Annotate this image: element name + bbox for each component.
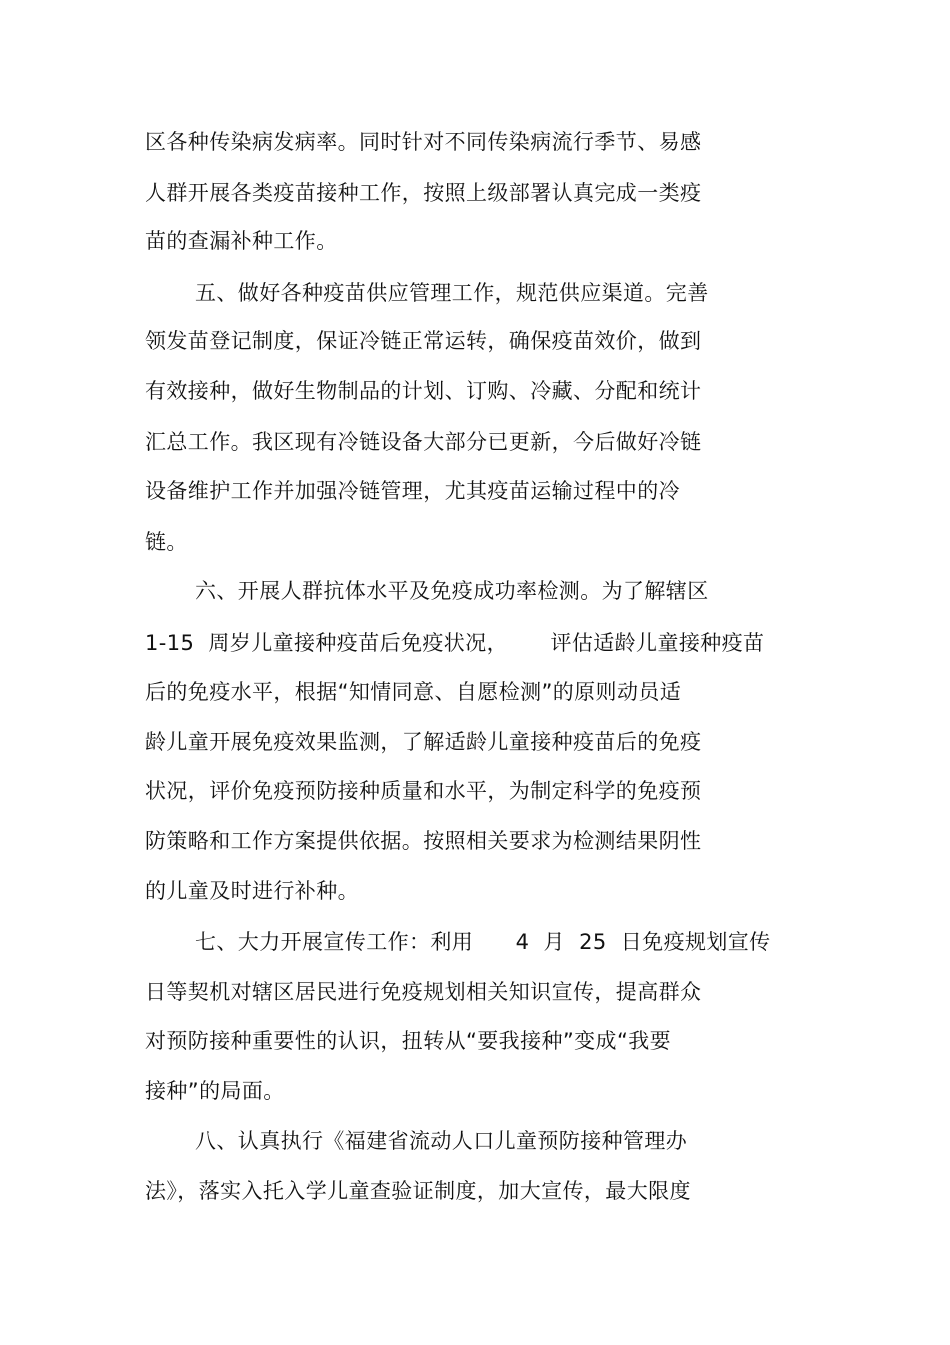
- paragraph-5-line-4: 汇总工作。我区现有冷链设备大部分已更新，今后做好冷链: [145, 430, 702, 454]
- paragraph-8-line-1: 八、认真执行《福建省流动人口儿童预防接种管理办: [195, 1129, 688, 1153]
- paragraph-6-line-4: 龄儿童开展免疫效果监测，了解适龄儿童接种疫苗后的免疫: [145, 730, 702, 754]
- paragraph-5-line-2: 领发苗登记制度，保证冷链正常运转，确保疫苗效价，做到: [145, 329, 702, 353]
- paragraph-6-line-1: 六、开展人群抗体水平及免疫成功率检测。为了解辖区: [195, 579, 709, 603]
- paragraph-5-line-1: 五、做好各种疫苗供应管理工作，规范供应渠道。完善: [195, 281, 709, 305]
- paragraph-5-line-3: 有效接种，做好生物制品的计划、订购、冷藏、分配和统计: [145, 379, 702, 403]
- text-line-3: 苗的查漏补种工作。: [145, 229, 338, 253]
- paragraph-6-line-7: 的儿童及时进行补种。: [145, 879, 359, 903]
- paragraph-8-line-2: 法》，落实入托入学儿童查验证制度，加大宣传，最大限度: [145, 1179, 691, 1203]
- paragraph-5-line-5: 设备维护工作并加强冷链管理，尤其疫苗运输过程中的冷: [145, 479, 680, 503]
- paragraph-7-line-3: 对预防接种重要性的认识，扭转从“要我接种”变成“我要: [145, 1029, 672, 1053]
- paragraph-5-line-6: 链。: [145, 530, 188, 554]
- paragraph-6-line-5: 状况，评价免疫预防接种质量和水平，为制定科学的免疫预: [145, 779, 702, 803]
- paragraph-6-line-2: 1-15 周岁儿童接种疫苗后免疫状况， 评估适龄儿童接种疫苗: [145, 631, 765, 655]
- text-line-2: 人群开展各类疫苗接种工作，按照上级部署认真完成一类疫: [145, 181, 702, 205]
- paragraph-7-line-4: 接种”的局面。: [145, 1079, 285, 1103]
- paragraph-6-line-6: 防策略和工作方案提供依据。按照相关要求为检测结果阴性: [145, 829, 702, 853]
- paragraph-7-line-2: 日等契机对辖区居民进行免疫规划相关知识宣传，提高群众: [145, 980, 702, 1004]
- paragraph-7-line-1: 七、大力开展宣传工作：利用 4 月 25 日免疫规划宣传: [195, 930, 771, 954]
- text-line-1: 区各种传染病发病率。同时针对不同传染病流行季节、易感: [145, 130, 702, 154]
- paragraph-6-line-3: 后的免疫水平，根据“知情同意、自愿检测”的原则动员适: [145, 680, 682, 704]
